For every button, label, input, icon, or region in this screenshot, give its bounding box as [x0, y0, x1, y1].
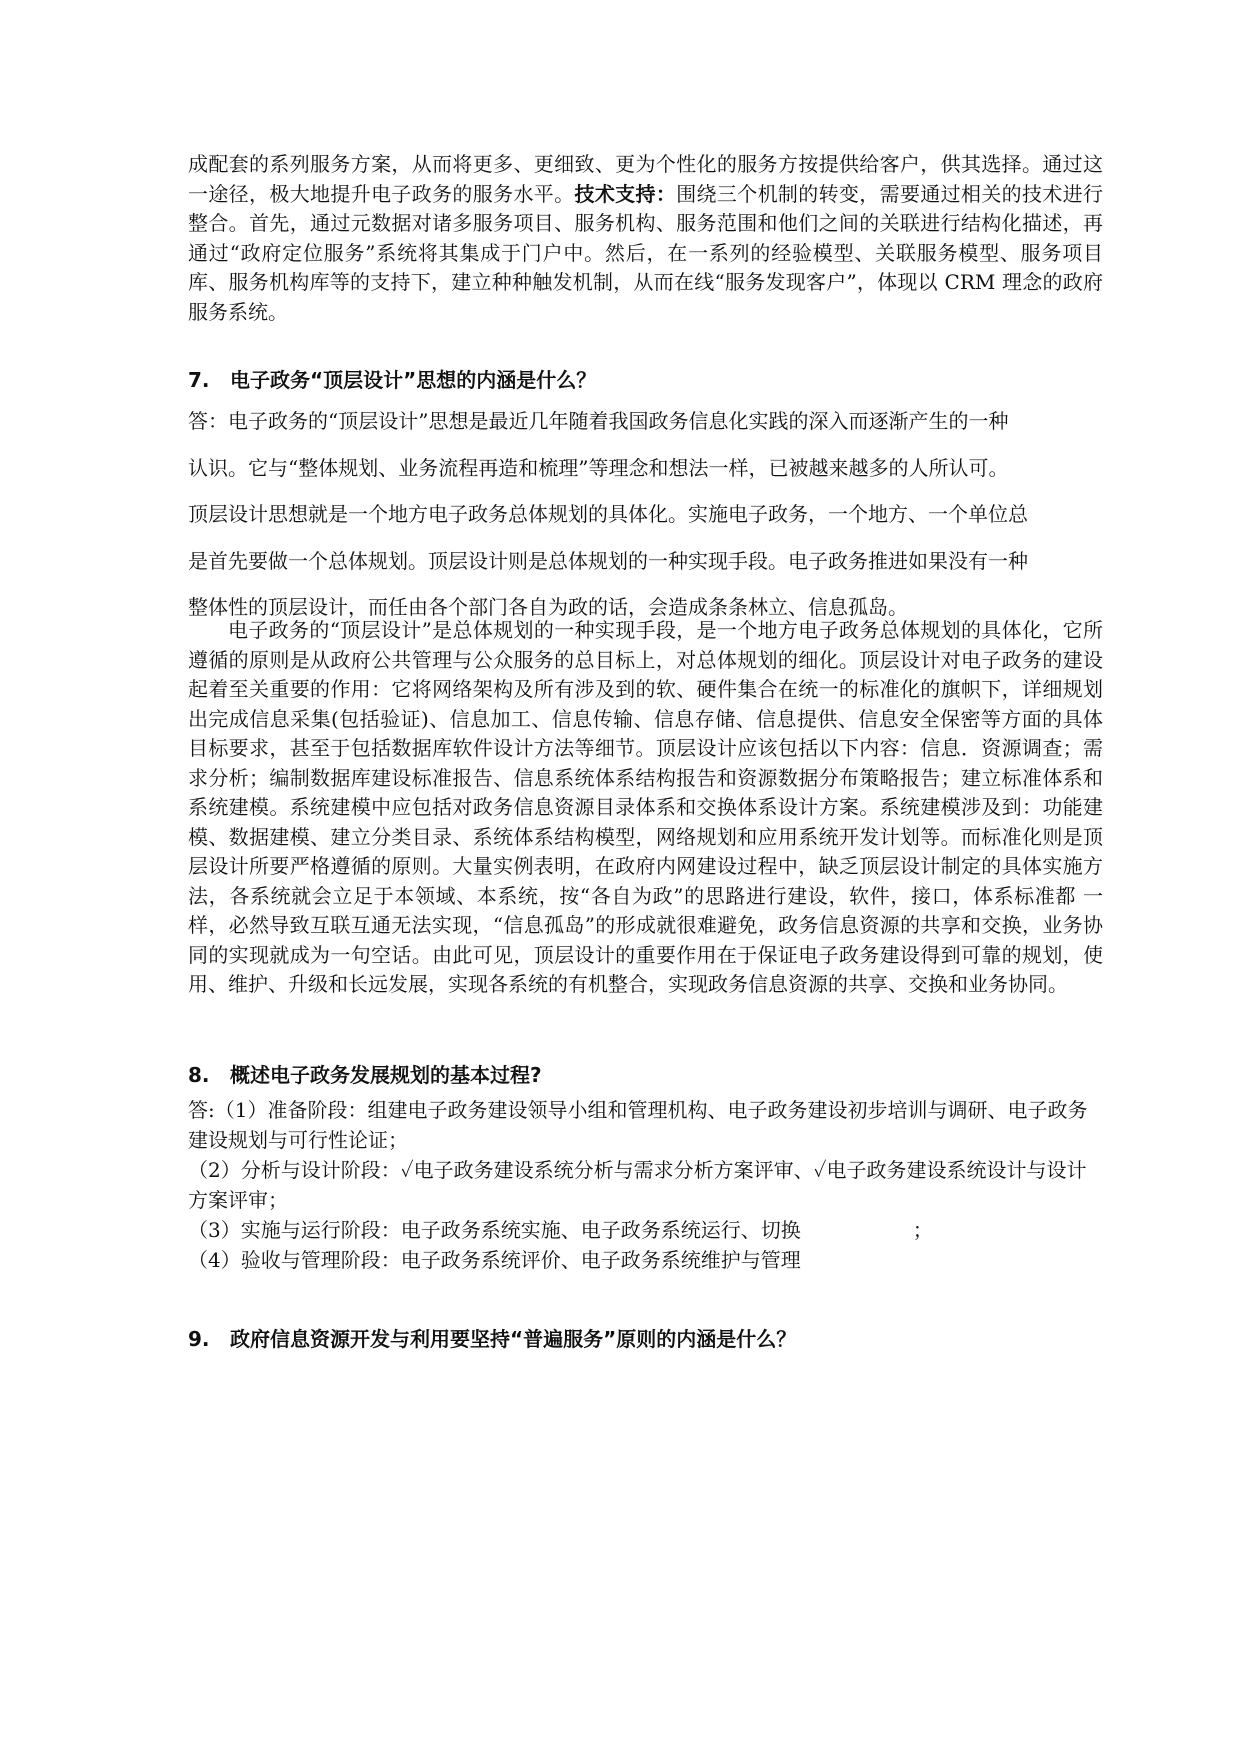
q7-answer-line: 认识。它与“整体规划、业务流程再造和梳理”等理念和想法一样，已被越来越多的人所认可。 [188, 455, 1009, 480]
q7-title: 电子政务“顶层设计”思想的内涵是什么？ [230, 368, 597, 392]
q8-heading [188, 1059, 1103, 1088]
q9-heading [188, 1323, 1103, 1352]
q9-number: 9. [188, 1327, 210, 1351]
tech-support-label: 技术支持： [574, 181, 677, 206]
q8-item-4: （4）验收与管理阶段：电子政务系统评价、电子政务系统维护与管理 [188, 1248, 801, 1272]
q7-answer-line: 顶层设计思想就是一个地方电子政务总体规划的具体化。实施电子政务，一个地方、一个单位总 [188, 502, 1028, 526]
q7-answer-wide [188, 398, 1103, 631]
section6-rest-text: 围绕三个机制的转变，需要通过相关的技术进行整合。首先，通过元数据对诸多服务项目、服务机构、服务范围和他们之间的关联进行结构化描述，再通过“政府定位服务”系统将其集成于门户中。然后，在一系列的经验模型、关联服务模型、服务项目库、服务机构库等的支持下，建立种种触发机制，从而在线“服务发现客户”，体现以 CRM 理念的政府服务系统。 [188, 181, 1104, 324]
q8-number: 8. [188, 1063, 210, 1087]
q7-answer-line: 是首先要做一个总体规划。顶层设计则是总体规划的一种实现手段。电子政务推进如果没有一种 [188, 548, 1028, 573]
q8-item-3-end: ； [912, 1218, 933, 1242]
q7-answer-line: 整体性的顶层设计，而任由各个部门各自为政的话，会造成条条林立、信息孤岛。 [188, 595, 908, 619]
q7-paragraph2 [188, 616, 1103, 1000]
section6-lead-text: 成配套的系列服务方案，从而将更多、更细致、更为个性化的服务方按提供给客户，供其选择。通过这一途径，极大地提升电子政务的服务水平。 [188, 152, 1103, 206]
q9-title: 政府信息资源开发与利用要坚持“普遍服务”原则的内涵是什么？ [230, 1327, 797, 1351]
q8-item-2: （2）分析与设计阶段：✓电子政务建设系统分析与需求分析方案评审、✓电子政务建设系统设计与设计方案评审； [188, 1158, 1087, 1212]
q7-number: 7. [188, 368, 210, 392]
q7-paragraph2-text: 电子政务的“顶层设计”是总体规划的一种实现手段，是一个地方电子政务总体规划的具体化，它所遵循的原则是从政府公共管理与公众服务的总目标上，对总体规划的细化。顶层设计对电子政务的建设起着至关重要的作用：它将网络架构及所有涉及到的软、硬件集合在统一的标准化的旗帜下，详细规划出完成信息采集(包括验证)、信息加工、信息传输、信息存储、信息提供、信息安全保密等方面的具体目标要求，甚至于包括数据库软件设计方法等细节。顶层设计应该包括以下内容：信息．资源调查；需求分析；编制数据库建设标准报告、信息系统体系结构报告和资源数据分布策略报告；建立标准体系和系统建模。系统建模中应包括对政务信息资源目录体系和交换体系设计方案。系统建模涉及到：功能建模、数据建模、建立分类目录、系统体系结构模型，网络规划和应用系统开发计划等。而标准化则是顶层设计所要严格遵循的原则。大量实例表明，在政府内网建设过程中，缺乏顶层设计制定的具体实施方法，各系统就会立足于本领域、本系统，按“各自为政”的思路进行建设，软件，接口，体系标准都 一样，必然导致互联互通无法实现，“信息孤岛”的形成就很难避免，政务信息资源的共享和交换，业务协同的实现就成为一句空话。由此可见，顶层设计的重要作用在于保证电子政务建设得到可靠的规划，使用、维护、升级和长远发展，实现各系统的有机整合，实现政务信息资源的共享、交换和业务协同。 [188, 618, 1103, 996]
q8-item-3: （3）实施与运行阶段：电子政务系统实施、电子政务系统运行、切换 ； [188, 1218, 933, 1242]
section6-tail-paragraph [188, 150, 1103, 327]
q8-answer-list [188, 1095, 1103, 1275]
q7-heading [188, 364, 1103, 393]
q7-answer-line: 答：电子政务的“顶层设计”思想是最近几年随着我国政务信息化实践的深入而逐渐产生的一种 [188, 409, 1009, 433]
q8-title: 概述电子政务发展规划的基本过程? [230, 1063, 542, 1087]
q8-item-1: 答:（1）准备阶段：组建电子政务建设领导小组和管理机构、电子政务建设初步培训与调研、电子政务建设规划与可行性论证； [188, 1098, 1088, 1152]
